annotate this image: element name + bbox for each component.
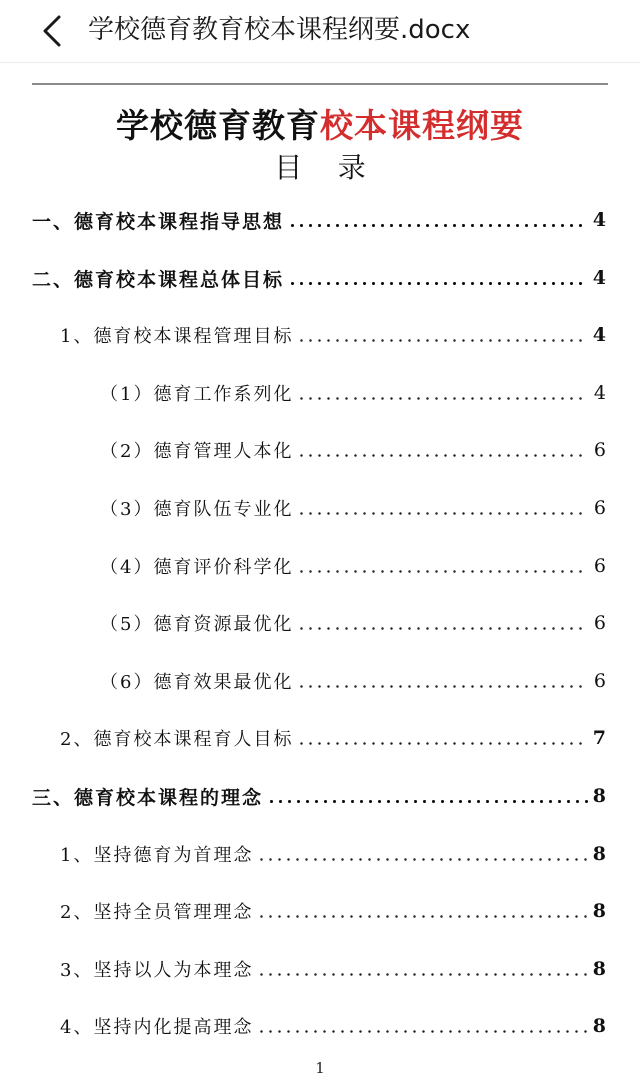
toc-entry-label: （5）德育资源最优化 (100, 614, 294, 635)
toc-entry[interactable] (60, 320, 606, 350)
toc-dot-leader (297, 680, 588, 692)
toc-entry[interactable] (100, 608, 606, 638)
toc-entry-label: 一、德育校本课程指导思想 (32, 210, 285, 233)
toc-dot-leader (297, 507, 588, 519)
toc-entry[interactable] (100, 551, 606, 581)
toc-entry-page: 4 (593, 382, 606, 404)
toc-entry[interactable] (100, 378, 606, 408)
toc-entry-label: 1、德育校本课程管理目标 (60, 326, 294, 347)
title-text-red: 校本课程纲要 (320, 106, 524, 145)
toc-entry[interactable] (60, 1011, 606, 1041)
chevron-left-icon (41, 14, 63, 48)
title-text-black: 学校德育教育 (116, 106, 320, 145)
toc-entry-label: 2、德育校本课程育人目标 (60, 729, 294, 750)
toc-entry-page: 8 (592, 843, 606, 865)
toc-entry-page: 4 (592, 209, 606, 231)
toc-dot-leader (297, 622, 588, 634)
toc-entry-page: 7 (592, 727, 606, 749)
toc-dot-leader (257, 968, 588, 980)
toc-entry-label: （6）德育效果最优化 (100, 672, 294, 693)
toc-dot-leader (288, 277, 588, 289)
toc-entry-label: 二、德育校本课程总体目标 (32, 268, 285, 291)
toc-dot-leader (297, 737, 588, 749)
toc-entry-page: 4 (592, 267, 606, 289)
toc-dot-leader (267, 795, 588, 807)
page-number: 1 (315, 1059, 325, 1077)
toc-entry-label: （1）德育工作系列化 (100, 384, 294, 405)
toc-entry-label: 4、坚持内化提高理念 (60, 1017, 254, 1038)
toc-entry-label: 3、坚持以人为本理念 (60, 960, 254, 981)
toc-entry-page: 6 (593, 555, 606, 577)
toc-entry-page: 8 (592, 785, 606, 807)
toc-entry[interactable] (32, 205, 606, 235)
toc-entry-label: （3）德育队伍专业化 (100, 499, 294, 520)
toc-entry-page: 6 (593, 497, 606, 519)
toc-entry-page: 8 (592, 1015, 606, 1037)
toc-entry-page: 8 (592, 958, 606, 980)
toc-dot-leader (257, 853, 588, 865)
toc-entry[interactable] (100, 435, 606, 465)
toc-dot-leader (257, 910, 588, 922)
toc-entry-page: 4 (592, 324, 606, 346)
toc-entry[interactable] (32, 263, 606, 293)
toc-entry-label: （2）德育管理人本化 (100, 441, 294, 462)
document-page[interactable] (0, 62, 640, 1078)
toc-entry-page: 6 (593, 670, 606, 692)
toc-entry[interactable] (32, 781, 606, 811)
toc-entry[interactable] (60, 839, 606, 869)
toc-entry-label: 2、坚持全员管理理念 (60, 902, 254, 923)
toc-entry-label: （4）德育评价科学化 (100, 557, 294, 578)
toc-heading-text: 目 录 (274, 151, 366, 184)
toc-entry-label: 三、德育校本课程的理念 (32, 786, 264, 809)
toc-entry[interactable] (100, 493, 606, 523)
toc-entry[interactable] (100, 666, 606, 696)
toc-entry-page: 8 (592, 900, 606, 922)
toc-entry[interactable] (60, 723, 606, 753)
toc-dot-leader (297, 449, 588, 461)
toc-dot-leader (297, 565, 588, 577)
toc-entry-label: 1、坚持德育为首理念 (60, 845, 254, 866)
toc-entry-page: 6 (593, 612, 606, 634)
toc-dot-leader (288, 219, 588, 231)
document-filename: 学校德育教育校本课程纲要.docx (88, 15, 471, 45)
app-bar (0, 0, 640, 63)
toc-entry[interactable] (60, 954, 606, 984)
toc-dot-leader (297, 392, 588, 404)
table-of-contents (0, 62, 640, 1078)
toc-dot-leader (257, 1025, 588, 1037)
toc-dot-leader (297, 334, 588, 346)
toc-entry-page: 6 (593, 439, 606, 461)
back-button[interactable] (30, 9, 74, 53)
toc-entry[interactable] (60, 896, 606, 926)
